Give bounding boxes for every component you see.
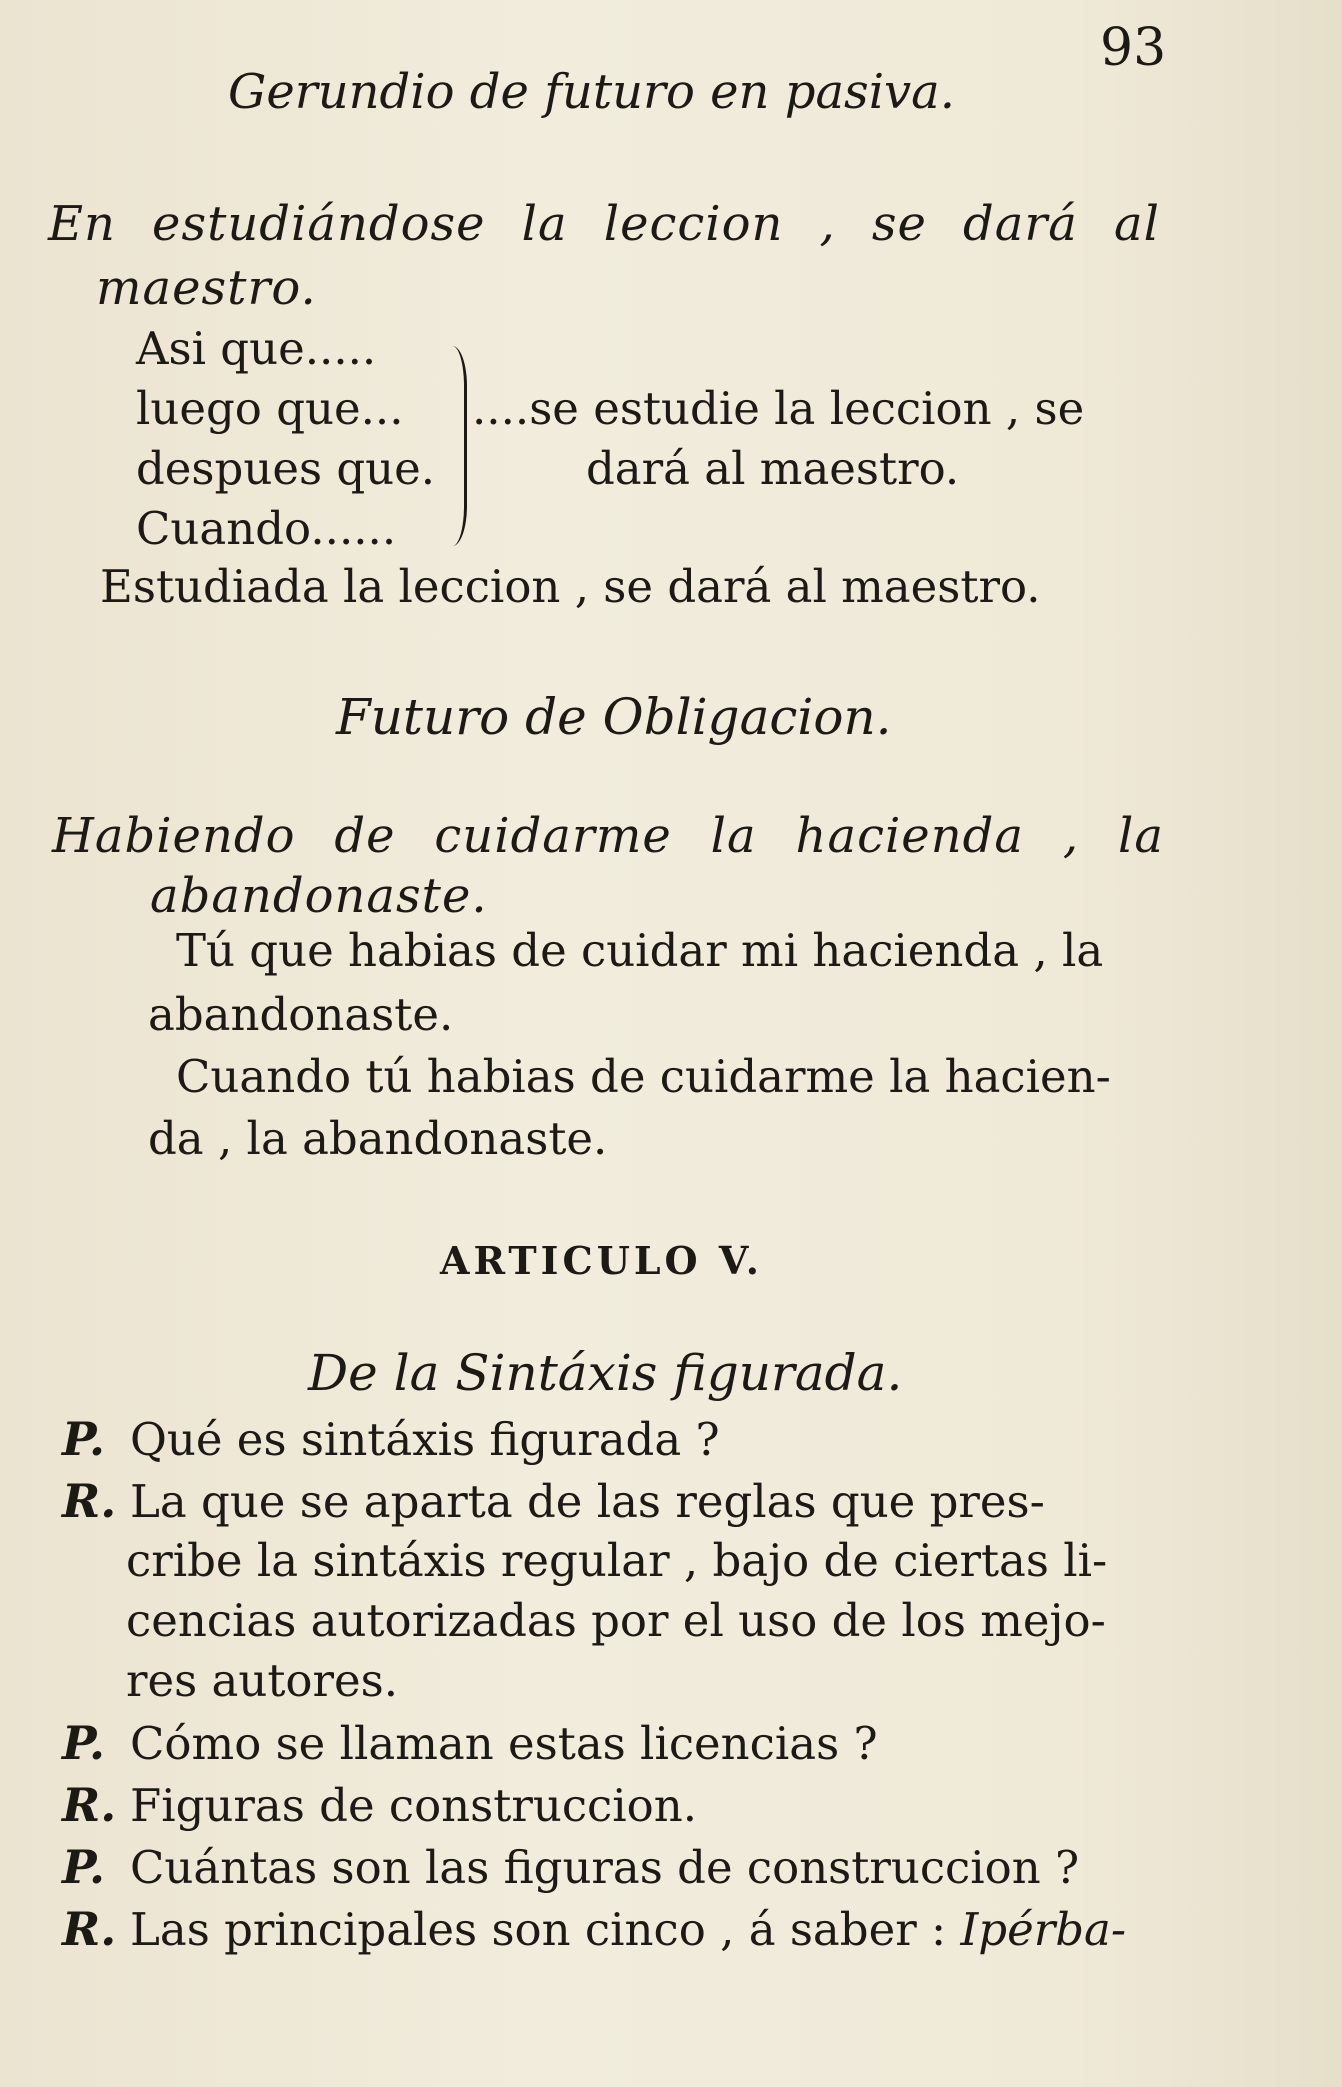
word: la — [710, 808, 757, 864]
word: de — [334, 808, 396, 864]
qa-label: P. — [62, 1412, 105, 1466]
variant-sentence-cont: da , la abandonaste. — [148, 1112, 608, 1165]
word: al — [1114, 196, 1160, 252]
word: dará — [963, 196, 1078, 252]
qa-label: R. — [62, 1902, 117, 1956]
word: En — [48, 196, 116, 252]
qa-answer-cont: cencias autorizadas por el uso de los mejo- — [126, 1594, 1106, 1647]
example-sentence — [52, 808, 1164, 864]
word: , — [819, 196, 836, 252]
section-heading: Futuro de Obligacion. — [336, 688, 892, 746]
closing-sentence: Estudiada la leccion , se dará al maestro. — [100, 560, 1041, 613]
qa-label: P. — [62, 1716, 105, 1770]
word: estudiándose — [152, 196, 486, 252]
brace-text: ....se estudie la leccion , se — [472, 382, 1085, 435]
qa-text: La que se aparta de las reglas que pres- — [130, 1475, 1045, 1528]
brace-item: Cuando...... — [136, 502, 397, 555]
brace — [438, 346, 467, 546]
qa-text: Qué es sintáxis figurada ? — [130, 1413, 720, 1466]
qa-answer-cont: res autores. — [126, 1654, 399, 1707]
article-heading: De la Sintáxis figurada. — [308, 1344, 903, 1402]
qa-answer-cont: cribe la sintáxis regular , bajo de ciertas li- — [126, 1534, 1108, 1587]
qa-question — [62, 1412, 720, 1466]
word: , — [1062, 808, 1080, 864]
qa-text: Las principales son cinco , á saber : — [130, 1903, 947, 1956]
word: se — [871, 196, 927, 252]
word: Habiendo — [52, 808, 296, 864]
qa-label: R. — [62, 1474, 117, 1528]
word: la — [1118, 808, 1164, 864]
qa-answer — [62, 1902, 1126, 1956]
page-number: 93 — [1100, 18, 1167, 78]
variant-sentence: Tú que habias de cuidar mi hacienda , la — [176, 924, 1104, 977]
example-sentence-cont: abandonaste. — [150, 868, 488, 924]
running-head: Gerundio de futuro en pasiva. — [228, 64, 956, 120]
qa-text: Figuras de construccion. — [130, 1779, 698, 1832]
qa-question — [62, 1716, 878, 1770]
word: la — [521, 196, 568, 252]
brace-item: luego que... — [136, 382, 404, 435]
qa-text: Cómo se llaman estas licencias ? — [130, 1717, 878, 1770]
qa-text: Cuántas son las figuras de construccion ? — [130, 1841, 1080, 1894]
word: hacienda — [795, 808, 1024, 864]
qa-question — [62, 1840, 1079, 1894]
qa-text-italic: Ipérba- — [960, 1903, 1127, 1956]
brace-item: despues que. — [136, 442, 436, 495]
variant-sentence-cont: abandonaste. — [148, 988, 454, 1041]
brace-item: Asi que..... — [136, 322, 377, 375]
word: cuidarme — [434, 808, 672, 864]
word: leccion — [603, 196, 784, 252]
variant-sentence: Cuando tú habias de cuidarme la hacien- — [176, 1050, 1111, 1103]
example-sentence — [48, 196, 1160, 252]
qa-label: R. — [62, 1778, 117, 1832]
qa-answer — [62, 1474, 1045, 1528]
brace-text: dará al maestro. — [586, 442, 960, 495]
qa-answer — [62, 1778, 697, 1832]
example-sentence-cont: maestro. — [96, 260, 317, 316]
qa-label: P. — [62, 1840, 105, 1894]
article-title: ARTICULO V. — [440, 1238, 763, 1283]
